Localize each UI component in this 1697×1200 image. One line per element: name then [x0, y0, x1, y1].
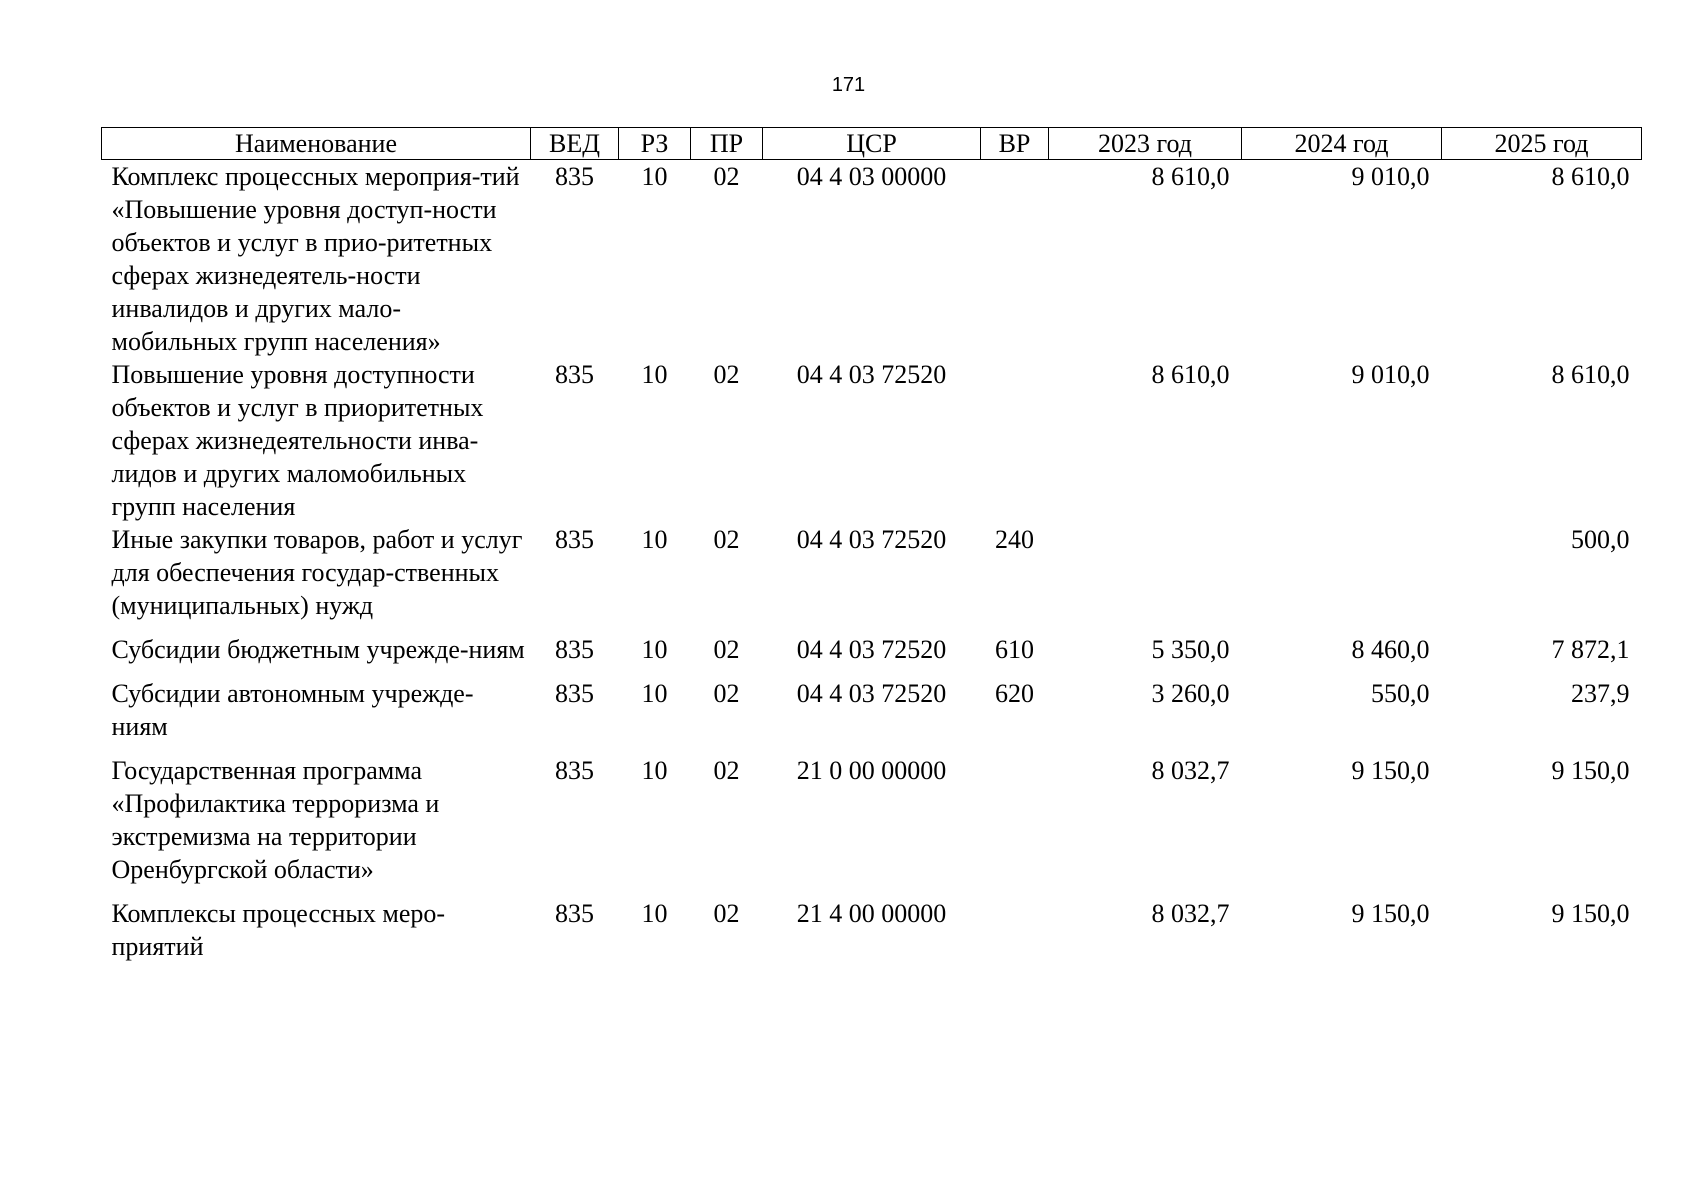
row-name: Государственная программа «Профилактика терроризма и экстремизма на территории Оренбургской области» [111, 756, 440, 884]
budget-table [101, 127, 1642, 963]
row-csr: 21 0 00 00000 [796, 756, 947, 785]
row-2025: 9 150,0 [1551, 756, 1630, 785]
table-row [102, 897, 1642, 963]
row-ved: 835 [555, 162, 594, 191]
row-ved: 835 [555, 635, 594, 664]
row-vr: 610 [995, 635, 1034, 664]
row-2023: 8 610,0 [1151, 162, 1230, 191]
row-pr: 02 [713, 756, 740, 785]
row-name: Комплекс процессных мероприя-тий «Повышение уровня доступ-ности объектов и услуг в прио-ритетных сферах жизнедеятель-ности инвалидов и других мало-мобильных групп населения» [111, 162, 520, 356]
table-row [102, 358, 1642, 523]
row-2024: 9 010,0 [1351, 162, 1430, 191]
row-pr: 02 [713, 899, 740, 928]
row-rz: 10 [641, 360, 668, 389]
row-2025: 500,0 [1571, 525, 1630, 554]
row-pr: 02 [713, 679, 740, 708]
row-rz: 10 [641, 679, 668, 708]
row-2025: 8 610,0 [1551, 360, 1630, 389]
row-name: Субсидии автономным учрежде-ниям [111, 679, 474, 741]
row-ved: 835 [555, 525, 594, 554]
row-vr [981, 754, 1049, 897]
header-rz: РЗ [619, 128, 691, 160]
row-pr: 02 [713, 525, 740, 554]
row-2025: 7 872,1 [1551, 635, 1630, 664]
table-row [102, 754, 1642, 897]
row-ved: 835 [555, 899, 594, 928]
row-name: Иные закупки товаров, работ и услуг для обеспечения государ-ственных (муниципальных) нужд [111, 525, 523, 620]
row-2024: 9 150,0 [1351, 899, 1430, 928]
row-vr [981, 160, 1049, 359]
row-name: Комплексы процессных меро-приятий [111, 899, 446, 961]
header-vr: ВР [981, 128, 1049, 160]
row-2023: 8 032,7 [1151, 899, 1230, 928]
row-pr: 02 [713, 635, 740, 664]
row-csr: 04 4 03 72520 [796, 360, 947, 389]
row-name: Субсидии бюджетным учрежде-ниям [111, 635, 525, 664]
header-2023: 2023 год [1049, 128, 1242, 160]
table-row [102, 677, 1642, 754]
row-ved: 835 [555, 360, 594, 389]
row-rz: 10 [641, 756, 668, 785]
header-2024: 2024 год [1242, 128, 1442, 160]
row-vr: 620 [995, 679, 1034, 708]
row-2024 [1242, 523, 1442, 633]
row-2024: 8 460,0 [1351, 635, 1430, 664]
header-name: Наименование [102, 128, 531, 160]
row-csr: 04 4 03 72520 [796, 679, 947, 708]
row-2025: 237,9 [1571, 679, 1630, 708]
row-pr: 02 [713, 162, 740, 191]
table-row [102, 523, 1642, 633]
row-rz: 10 [641, 635, 668, 664]
row-vr [981, 358, 1049, 523]
row-2023: 3 260,0 [1151, 679, 1230, 708]
row-2024: 9 150,0 [1351, 756, 1430, 785]
row-name: Повышение уровня доступности объектов и услуг в приоритетных сферах жизнедеятельности инва-лидов и других маломобильных групп населения [111, 360, 484, 521]
row-2024: 550,0 [1371, 679, 1430, 708]
row-ved: 835 [555, 756, 594, 785]
table-header-row [102, 128, 1642, 160]
row-vr [981, 897, 1049, 963]
row-csr: 04 4 03 00000 [796, 162, 947, 191]
table-row [102, 633, 1642, 677]
page-number: 171 [831, 74, 866, 96]
row-rz: 10 [641, 162, 668, 191]
row-rz: 10 [641, 899, 668, 928]
header-pr: ПР [691, 128, 763, 160]
row-2025: 8 610,0 [1551, 162, 1630, 191]
row-ved: 835 [555, 679, 594, 708]
header-csr: ЦСР [763, 128, 981, 160]
row-csr: 04 4 03 72520 [796, 525, 947, 554]
row-vr: 240 [995, 525, 1034, 554]
row-rz: 10 [641, 525, 668, 554]
row-2023 [1049, 523, 1242, 633]
row-2024: 9 010,0 [1351, 360, 1430, 389]
header-2025: 2025 год [1442, 128, 1642, 160]
row-csr: 04 4 03 72520 [796, 635, 947, 664]
row-csr: 21 4 00 00000 [796, 899, 947, 928]
header-ved: ВЕД [531, 128, 619, 160]
row-2023: 5 350,0 [1151, 635, 1230, 664]
row-2025: 9 150,0 [1551, 899, 1630, 928]
row-2023: 8 610,0 [1151, 360, 1230, 389]
row-pr: 02 [713, 360, 740, 389]
row-2023: 8 032,7 [1151, 756, 1230, 785]
table-row [102, 160, 1642, 359]
